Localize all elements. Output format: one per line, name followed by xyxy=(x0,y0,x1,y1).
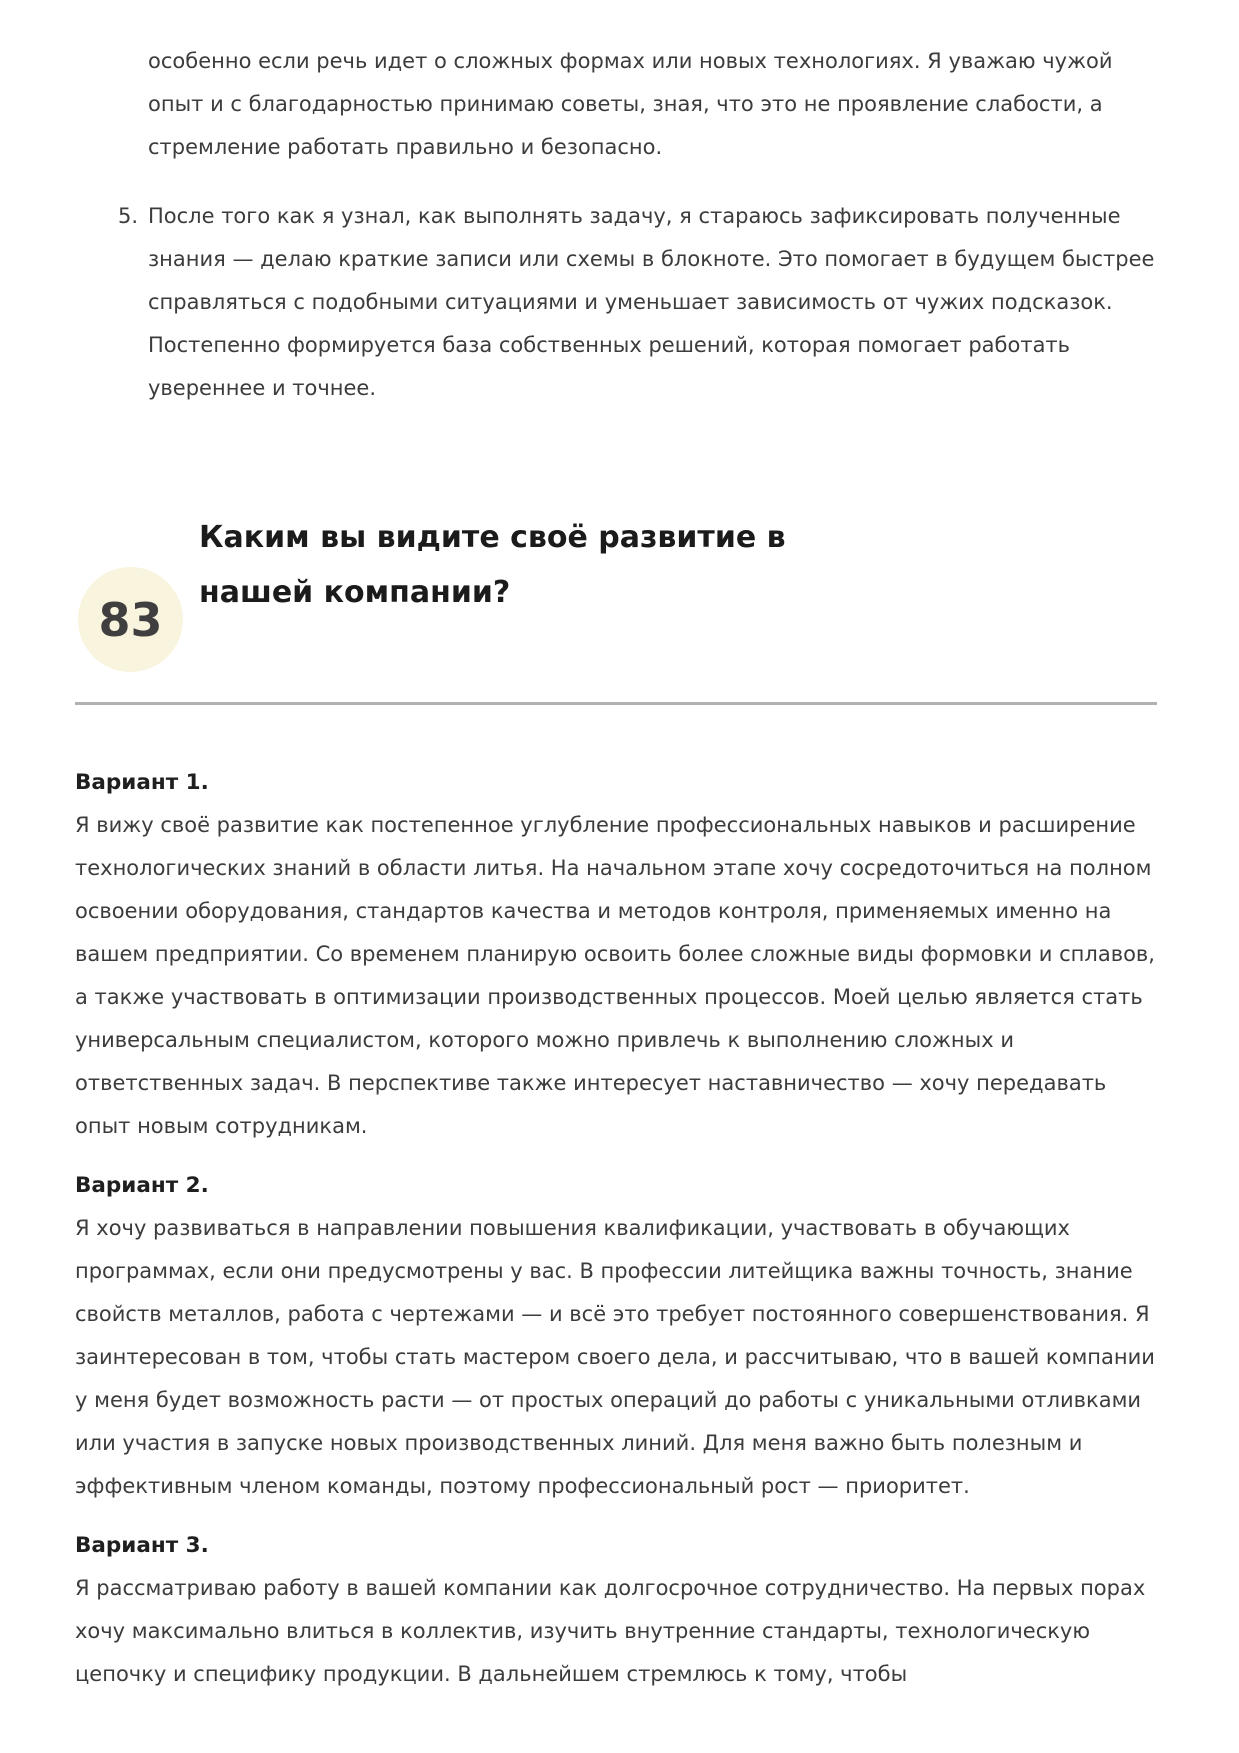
numbered-list-item xyxy=(75,195,1157,410)
variant-section-3 xyxy=(75,1524,1157,1696)
variant-1-label: Вариант 1. xyxy=(75,770,209,795)
variant-3-text: Я рассматриваю работу в вашей компании как долгосрочное сотрудничество. На первых порах хочу максимально влиться в коллектив, изучить внутренние стандарты, технологическую цепочку и специфику продукции. В дальнейшем стремлюсь к тому, чтобы xyxy=(75,1576,1146,1686)
variant-3-label: Вариант 3. xyxy=(75,1533,209,1558)
section-divider xyxy=(75,702,1157,705)
variant-section-1 xyxy=(75,761,1157,1148)
variant-2-label: Вариант 2. xyxy=(75,1173,209,1198)
list-item-number: 5. xyxy=(118,204,139,228)
section-header xyxy=(75,510,1157,672)
intro-paragraph: особенно если речь идет о сложных формах или новых технологиях. Я уважаю чужой опыт и с благодарностью принимаю советы, зная, что это не проявление слабости, а стремление работать правильно и безопасно. xyxy=(148,49,1113,159)
variant-2-text: Я хочу развиваться в направлении повышения квалификации, участвовать в обучающих программах, если они предусмотрены у вас. В профессии литейщика важны точность, знание свойств металлов, работа с чертежами — и всё это требует постоянного совершенствования. Я заинтересован в том, чтобы стать мастером своего дела, и рассчитываю, что в вашей компании у меня будет возможность расти — от простых операций до работы с уникальными отливками или участия в запуске новых производственных линий. Для меня важно быть полезным и эффективным членом команды, поэтому профессиональный рост — приоритет. xyxy=(75,1216,1155,1498)
variant-section-2 xyxy=(75,1164,1157,1508)
question-number-badge: 83 xyxy=(78,567,183,672)
section-title: Каким вы видите своё развитие в нашей компании? xyxy=(199,520,786,610)
list-item-text: После того как я узнал, как выполнять задачу, я стараюсь зафиксировать полученные знания — делаю краткие записи или схемы в блокноте. Это помогает в будущем быстрее справляться с подобными ситуациями и уменьшает зависимость от чужих подсказок. Постепенно формируется база собственных решений, которая помогает работать увереннее и точнее. xyxy=(148,204,1155,400)
variant-1-text: Я вижу своё развитие как постепенное углубление профессиональных навыков и расширение технологических знаний в области литья. На начальном этапе хочу сосредоточиться на полном освоении оборудования, стандартов качества и методов контроля, применяемых именно на вашем предприятии. Со временем планирую освоить более сложные виды формовки и сплавов, а также участвовать в оптимизации производственных процессов. Моей целью является стать универсальным специалистом, которого можно привлечь к выполнению сложных и ответственных задач. В перспективе также интересует наставничество — хочу передавать опыт новым сотрудникам. xyxy=(75,813,1155,1138)
